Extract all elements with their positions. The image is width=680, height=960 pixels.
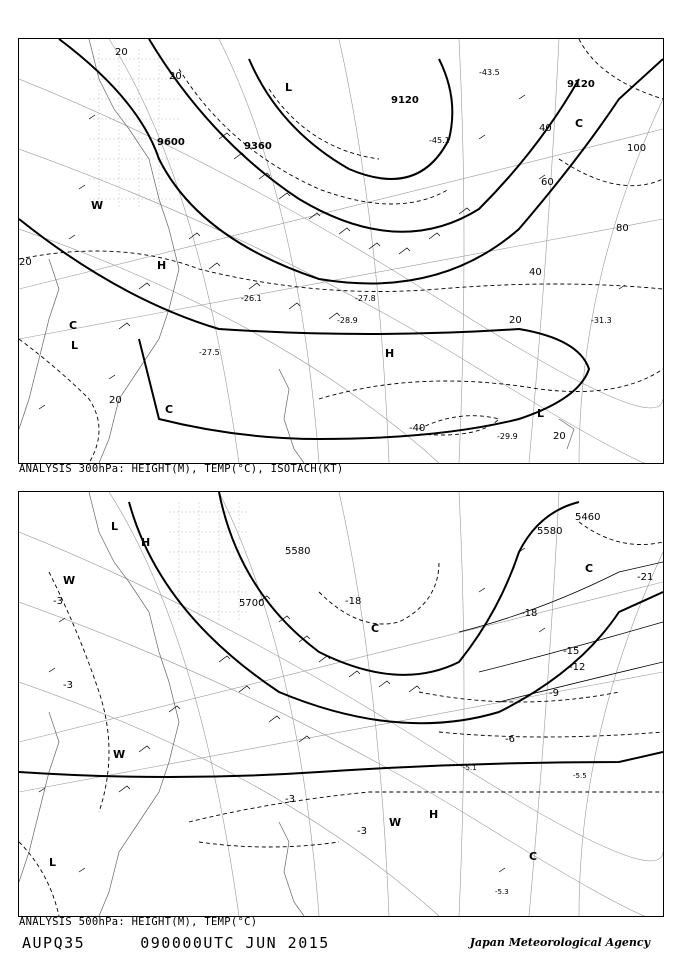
temp-label: -12 <box>569 662 586 673</box>
chart-code-and-time <box>22 934 330 952</box>
temp-label: -21 <box>637 572 654 583</box>
thin-contours <box>459 562 663 702</box>
chart-datetime: 090000UTC JUN 2015 <box>140 934 330 952</box>
cold-center: C <box>575 117 584 130</box>
temp-label: -29.9 <box>497 432 518 441</box>
temp-label: -31.3 <box>591 316 612 325</box>
temp-label: -5.1 <box>463 764 477 772</box>
height-label: 5580 <box>537 526 563 537</box>
temp-label: -9 <box>549 688 559 699</box>
isotach-label: 80 <box>616 223 629 234</box>
isotach-label: 20 <box>169 71 182 82</box>
cold-center: C <box>585 562 594 575</box>
temp-label: -5.3 <box>495 888 509 896</box>
temp-label: -3 <box>357 826 367 837</box>
temp-label: -40 <box>409 423 426 434</box>
isotach-label: 20 <box>19 257 32 268</box>
height-label: 5700 <box>239 598 265 609</box>
temp-label: -15 <box>563 646 580 657</box>
temp-label: -18 <box>521 608 538 619</box>
low-center: L <box>285 81 293 94</box>
height-label: 5460 <box>575 512 601 523</box>
temp-label: -5.5 <box>573 772 587 780</box>
isotach-label: 20 <box>509 315 522 326</box>
chart-code: AUPQ35 <box>22 934 86 952</box>
height-labels <box>239 512 600 609</box>
temp-label: -28.9 <box>337 316 358 325</box>
cold-center: C <box>371 622 380 635</box>
low-center: L <box>111 520 119 533</box>
graticule <box>19 492 663 916</box>
height-label: 5580 <box>285 546 311 557</box>
isotach-label: 20 <box>553 431 566 442</box>
cold-center: C <box>165 403 174 416</box>
height-label: 9120 <box>567 79 595 90</box>
high-center: H <box>141 536 151 549</box>
warm-center: W <box>113 748 126 761</box>
warm-center: W <box>91 199 104 212</box>
warm-center: W <box>63 574 76 587</box>
agency-name: Japan Meteorological Agency <box>469 936 650 949</box>
height-contours <box>19 492 663 777</box>
temp-label: -27.5 <box>199 348 220 357</box>
isotach-label: 100 <box>627 143 647 154</box>
temp-label: -27.8 <box>355 294 376 303</box>
coastline <box>19 492 304 916</box>
temp-label: -43.5 <box>479 68 500 77</box>
analysis-500hpa-map <box>18 491 664 917</box>
isotach-label: 40 <box>539 123 552 134</box>
isotach-label: 20 <box>109 395 122 406</box>
low-center: L <box>71 339 79 352</box>
temp-label: -45.1 <box>429 136 450 145</box>
cold-center: C <box>69 319 78 332</box>
high-center: H <box>157 259 167 272</box>
temp-label: -18 <box>345 596 362 607</box>
height-label: 9120 <box>391 95 419 106</box>
low-center: L <box>537 407 545 420</box>
cold-center: C <box>529 850 538 863</box>
caption-300hpa: ANALYSIS 300hPa: HEIGHT(M), TEMP(°C), ISOTACH(KT) <box>19 463 344 475</box>
isotach-label: 60 <box>541 177 554 188</box>
height-label: 9360 <box>244 141 272 152</box>
isotach-labels <box>19 47 646 442</box>
caption-500hpa: ANALYSIS 500hPa: HEIGHT(M), TEMP(°C) <box>19 916 258 928</box>
temp-label: -3 <box>285 794 295 805</box>
height-labels <box>157 79 595 152</box>
temp-label: -26.1 <box>241 294 262 303</box>
temp-label: -3 <box>53 596 63 607</box>
temp-label: -6 <box>505 734 515 745</box>
low-center: L <box>49 856 57 869</box>
analysis-300hpa-map <box>18 38 664 464</box>
warm-center: W <box>389 816 402 829</box>
map-300hpa-canvas <box>19 39 663 463</box>
high-center: H <box>429 808 439 821</box>
high-center: H <box>385 347 395 360</box>
isotach-label: 20 <box>115 47 128 58</box>
map-500hpa-canvas <box>19 492 663 916</box>
isotach-label: 40 <box>529 267 542 278</box>
height-label: 9600 <box>157 137 185 148</box>
temp-label: -3 <box>63 680 73 691</box>
wind-barbs <box>39 548 545 872</box>
